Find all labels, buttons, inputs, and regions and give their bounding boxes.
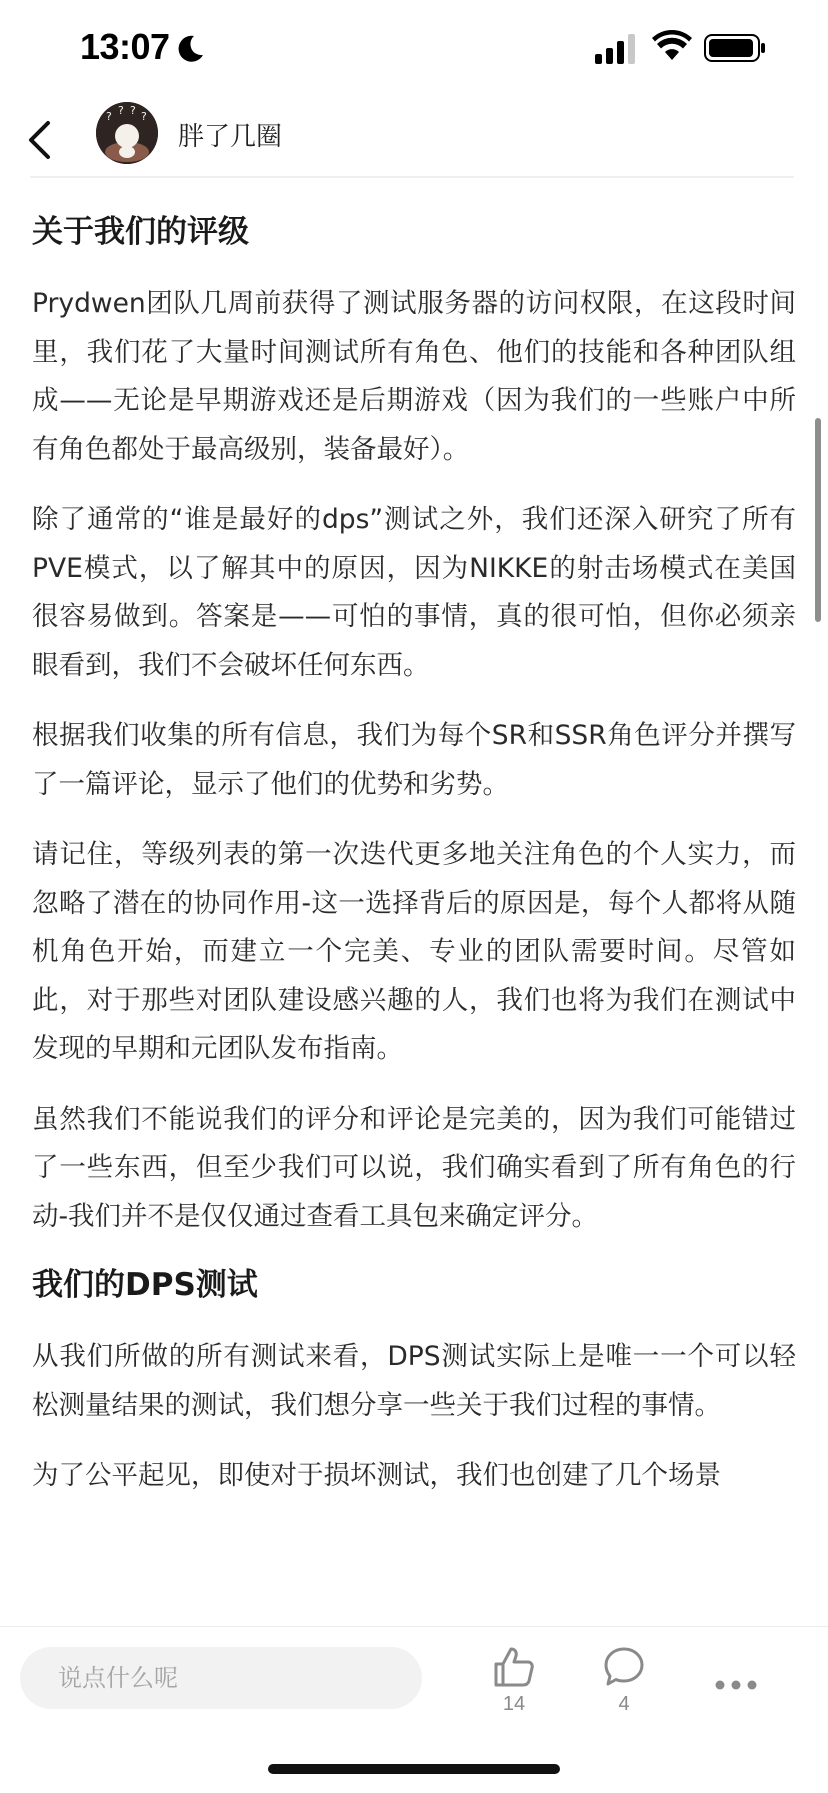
section-heading: 我们的DPS测试 xyxy=(32,1267,258,1303)
status-bar xyxy=(0,0,828,100)
paragraph: 虽然我们不能说我们的评分和评论是完美的，因为我们可能错过了一些东西，但至少我们可以说，我们确实看到了所有角色的行动-我们并不是仅仅通过查看工具包来确定评分。 xyxy=(32,1103,796,1232)
more-dots-icon xyxy=(714,1679,758,1691)
scrollbar-thumb[interactable] xyxy=(815,418,821,622)
home-indicator[interactable] xyxy=(268,1764,560,1774)
like-count: 14 xyxy=(502,1693,526,1715)
like-button[interactable] xyxy=(474,1645,554,1735)
paragraph: 为了公平起见，即使对于损坏测试，我们也创建了几个场景 xyxy=(32,1460,721,1491)
comment-input[interactable] xyxy=(20,1647,422,1709)
paragraph: Prydwen团队几周前获得了测试服务器的访问权限，在这段时间里，我们花了大量时间测试所有角色、他们的技能和各种团队组成——无论是早期游戏还是后期游戏（因为我们的一些账户中所有角色都处于最高级别，装备最好）。 xyxy=(32,288,796,465)
svg-text:?: ? xyxy=(118,104,124,117)
cellular-signal-icon xyxy=(595,34,639,64)
avatar[interactable] xyxy=(96,102,158,164)
wifi-icon xyxy=(652,30,692,62)
svg-text:?: ? xyxy=(106,110,112,123)
section-heading: 关于我们的评级 xyxy=(32,214,249,250)
moon-icon xyxy=(174,33,206,65)
paragraph: 根据我们收集的所有信息，我们为每个SR和SSR角色评分并撰写了一篇评论，显示了他们的优势和劣势。 xyxy=(32,720,796,800)
comment-count: 4 xyxy=(618,1693,630,1715)
paragraph: 除了通常的“谁是最好的dps”测试之外，我们还深入研究了所有PVE模式，以了解其中的原因，因为NIKKE的射击场模式在美国很容易做到。答案是——可怕的事情，真的很可怕，但你必须亲眼看到，我们不会破坏任何东西。 xyxy=(32,504,796,681)
avatar-image xyxy=(96,102,158,164)
chevron-left-icon xyxy=(26,120,52,160)
comment-button[interactable] xyxy=(584,1645,664,1735)
paragraph: 请记住，等级列表的第一次迭代更多地关注角色的个人实力，而忽略了潜在的协同作用-这一选择背后的原因是，每个人都将从随机角色开始，而建立一个完美、专业的团队需要时间。尽管如此，对于那些对团队建设感兴趣的人，我们也将为我们在测试中发现的早期和元团队发布指南。 xyxy=(32,839,796,1064)
article-body xyxy=(32,200,796,1620)
back-button[interactable] xyxy=(16,112,62,168)
svg-text:?: ? xyxy=(141,110,147,123)
status-time: 13:07 xyxy=(80,26,170,67)
speech-bubble-icon xyxy=(602,1645,646,1689)
author-name[interactable]: 胖了几圈 xyxy=(178,122,283,152)
post-header xyxy=(0,100,828,180)
thumbs-up-icon xyxy=(492,1645,536,1689)
header-divider xyxy=(30,176,794,178)
paragraph: 从我们所做的所有测试来看，DPS测试实际上是唯一一个可以轻松测量结果的测试，我们想分享一些关于我们过程的事情。 xyxy=(32,1341,796,1421)
battery-icon xyxy=(704,34,766,62)
svg-text:?: ? xyxy=(130,104,136,117)
more-button[interactable] xyxy=(696,1665,776,1705)
